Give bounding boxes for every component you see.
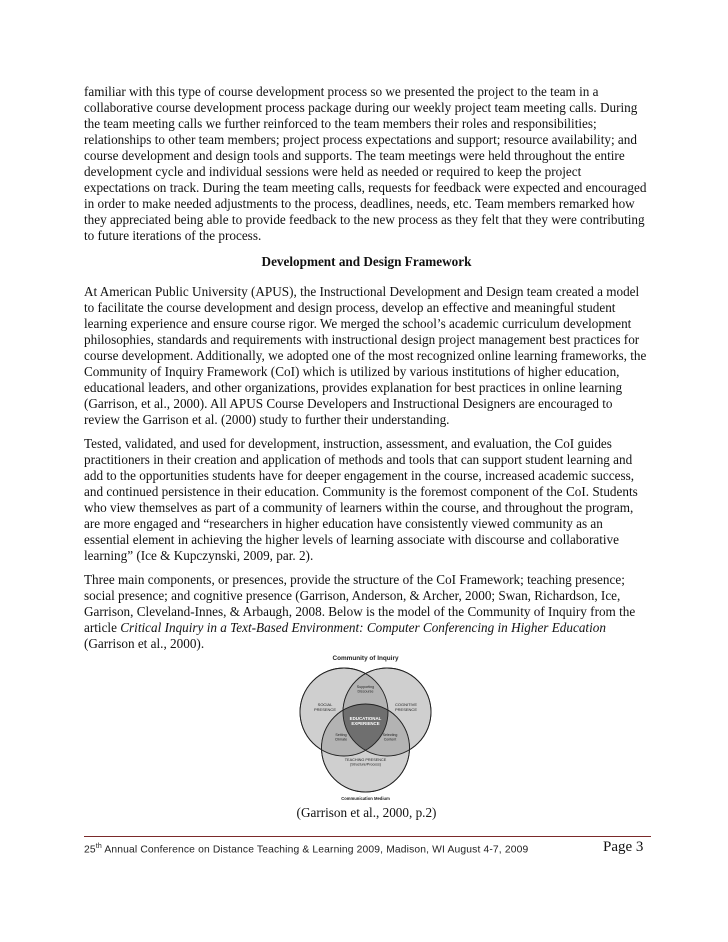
paragraph-team-meetings: familiar with this type of course development process so we presented the project to the team in a collaborative course development process package during our weekly project team meeting calls. During the team meeting calls we further reinforced to the team members their roles and responsibilities; relationships to other team members; project process expectations and support; resource availability; and course development and design tools and supports. The team meetings were held throughout the entire development cycle and individual sessions were held as needed or required to keep the project expectations on track. During the team meeting calls, requests for feedback were expected and encouraged in order to make needed adjustments to the process, deadlines, needs, etc. Team members remarked how they appreciated being able to provide feedback to the new process as they felt that they were contributing to future iterations of the process. xyxy=(84,84,647,243)
setting-climate-label-2: Climate xyxy=(334,737,348,742)
paragraph-three-presences xyxy=(84,572,649,652)
paragraph-text-end: (Garrison et al., 2000). xyxy=(84,636,205,651)
footer-superscript: th xyxy=(95,843,102,850)
article-title: Critical Inquiry in a Text-Based Environment: Computer Conferencing in Higher Education xyxy=(120,620,606,635)
social-presence-label-1: SOCIAL xyxy=(317,702,333,707)
selecting-content-label-2: Content xyxy=(383,737,397,742)
selecting-content-label-1: Selecting xyxy=(382,733,398,737)
educational-experience-label-2: EXPERIENCE xyxy=(351,721,380,726)
diagram-title: Community of Inquiry xyxy=(332,655,399,662)
paragraph-coi-guides: Tested, validated, and used for development, instruction, assessment, and evaluation, the CoI guides practitioners in their creation and application of methods and tools that can support student learning and add to the opportunities students have for deeper engagement in the course, increased academic success, and continued persistence in their education. Community is the foremost component of the CoI. Students who view themselves as part of a community of learners within the course, and throughout the program, are more engaged and “researchers in higher education have consistently viewed community as an essential element in achieving the higher levels of learning associate with discourse and collaborative learning” (Ice & Kupczynski, 2009, par. 2). xyxy=(84,436,638,563)
footer-conference-name: Annual Conference on Distance Teaching & Learning 2009, Madison, WI August 4-7, 2009 xyxy=(101,844,529,856)
footer-divider xyxy=(84,836,651,837)
supporting-discourse-label-2: Discourse xyxy=(357,689,374,694)
social-presence-label-2: PRESENCE xyxy=(313,707,337,712)
cognitive-presence-label-2: PRESENCE xyxy=(394,707,418,712)
supporting-discourse-label-1: Supporting xyxy=(356,685,375,689)
footer-conference-text xyxy=(84,843,528,855)
educational-experience-label-1: EDUCATIONAL xyxy=(349,716,382,721)
paragraph-apus-framework: At American Public University (APUS), the Instructional Development and Design team created a model to facilitate the course development and design process, develop an effective and meaningful student learning experience and ensure course rigor. We merged the school’s academic curriculum development philosophies, standards and requirements with instructional design project management best practices for course development. Additionally, we adopted one of the most recognized online learning frameworks, the Community of Inquiry Framework (CoI) which is utilized by various institutions of higher education, educational leaders, and other organizations, provides explanation for best practices in online learning (Garrison, et al., 2000). All APUS Course Developers and Instructional Designers are encouraged to review the Garrison et al. (2000) study to further their understanding. xyxy=(84,284,647,427)
cognitive-presence-label-1: COGNITIVE xyxy=(394,702,418,707)
footer-number: 25 xyxy=(84,844,96,856)
figure-caption: (Garrison et al., 2000, p.2) xyxy=(296,805,437,820)
community-of-inquiry-diagram xyxy=(288,652,443,802)
setting-climate-label-1: Setting xyxy=(335,733,347,737)
page-number: Page 3 xyxy=(603,839,644,855)
teaching-presence-label-1: TEACHING PRESENCE xyxy=(344,758,387,762)
communication-medium-label: Communication Medium xyxy=(341,796,390,801)
paragraph-text-start: Three main components, or presences, provide the structure of the CoI Framework; teaching presence; social presence; and cognitive presence (Garrison, Anderson, & Archer, 2000; Swan, Richardson, Ice, Garrison, Cleveland-Innes, & Arbaugh, 2008. Below is the model of the Community of Inquiry from the article xyxy=(84,572,636,635)
section-heading: Development and Design Framework xyxy=(261,254,472,269)
teaching-presence-label-2: (Structure/Process) xyxy=(350,762,381,767)
